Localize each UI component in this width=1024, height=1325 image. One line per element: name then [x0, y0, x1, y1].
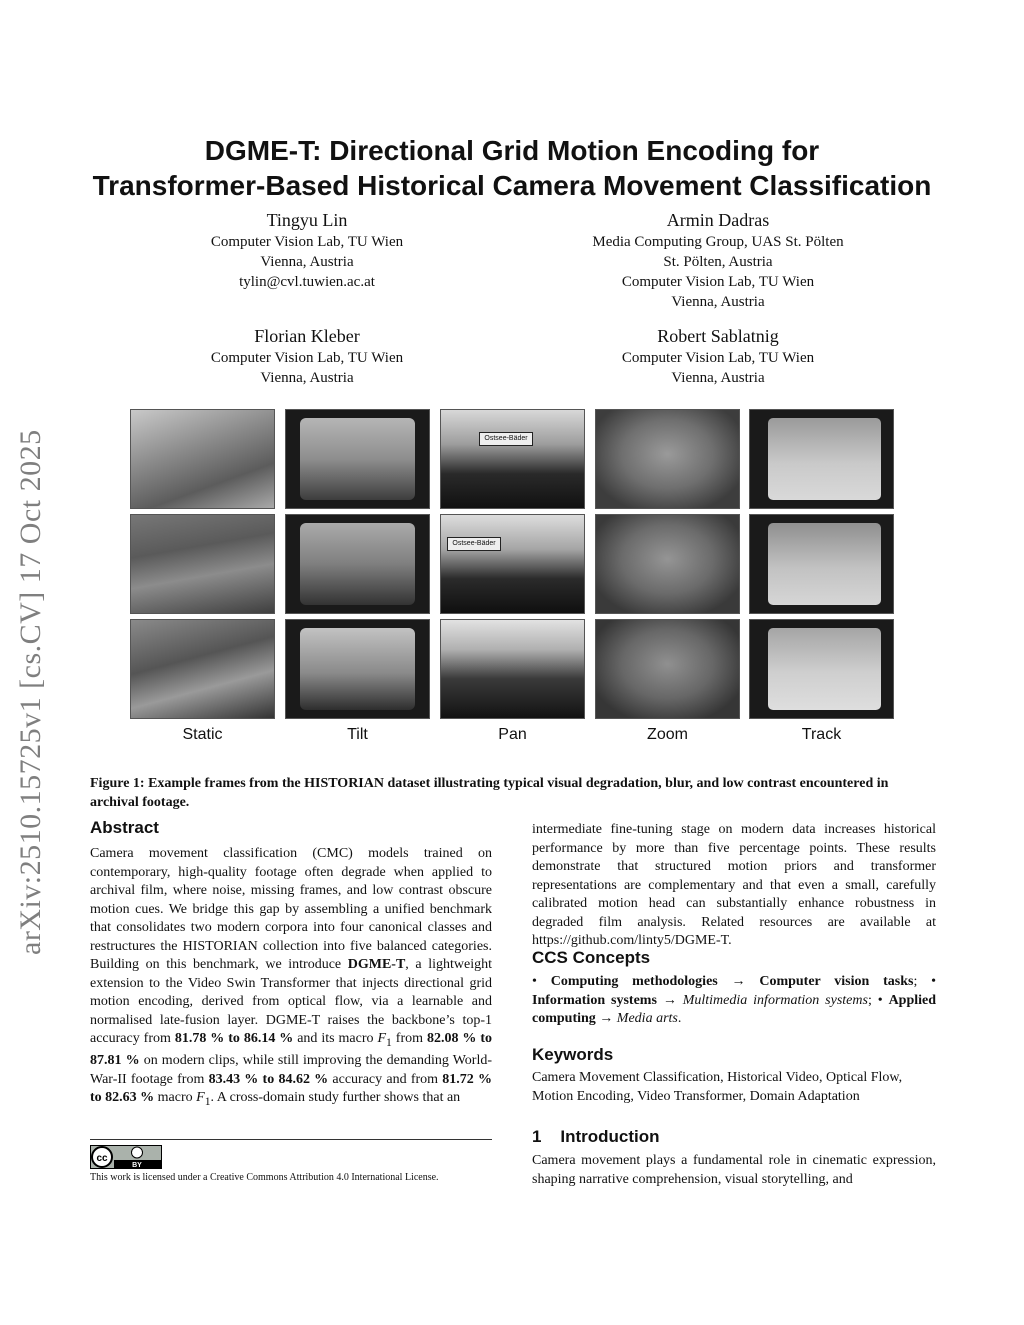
arrow: →	[731, 974, 746, 989]
author-affiliation: Computer Vision Lab, TU Wien	[621, 350, 815, 366]
keywords-heading: Keywords	[532, 1045, 614, 1064]
label-tilt: Tilt	[347, 726, 368, 743]
metric-value: 86.14 %	[243, 1031, 294, 1046]
f1-subscript: 1	[204, 1095, 211, 1109]
separator: ;	[913, 974, 918, 989]
static-column	[130, 409, 275, 721]
paper-title	[60, 133, 964, 203]
f1-symbol: F	[377, 1031, 387, 1046]
author-name: Florian Kleber	[254, 326, 360, 346]
sign-text: Ostsee-Bäder	[479, 432, 533, 446]
bullet: •	[877, 992, 883, 1008]
film-image	[768, 523, 881, 605]
ccs-term: Computing methodologies	[550, 974, 718, 989]
zoom-frame	[595, 514, 740, 614]
ccs-term: Applied computing	[532, 992, 937, 1026]
f1-subscript: 1	[386, 1035, 392, 1049]
zoom-column	[595, 409, 740, 721]
abstract-text	[90, 845, 492, 1112]
abstract-heading: Abstract	[90, 818, 159, 837]
static-frame	[130, 409, 275, 509]
metric-value: 87.81 %	[90, 1053, 140, 1069]
method-name: DGME-T	[347, 957, 406, 972]
title-line-1: DGME-T: Directional Grid Motion Encoding for	[204, 135, 820, 166]
author-block-4	[553, 324, 883, 388]
abstract-part: accuracy and from	[328, 1071, 443, 1087]
static-frame	[130, 619, 275, 719]
figure-caption: Figure 1: Example frames from the HISTORIAN dataset illustrating typical visual degradation, blur, and low contrast encountered in archival footage.	[90, 776, 889, 810]
abstract-part: , a lightweight extension to the Video Swin Transformer that injects directional grid motion encoding, derived from optical flow, via a learnable and normalised late-fusion layer. DGME-T raises the backbone’s top-1 accuracy from	[90, 957, 492, 1046]
abstract-part: from	[391, 1031, 427, 1046]
tilt-frame	[285, 619, 430, 719]
metric-value: 83.43 %	[208, 1071, 259, 1087]
author-location-2: Vienna, Austria	[671, 294, 765, 310]
bullet: •	[931, 974, 937, 989]
film-image	[300, 628, 415, 710]
label-static: Static	[182, 726, 223, 743]
tilt-column	[285, 409, 430, 721]
metric-value: 81.72 %	[442, 1071, 493, 1087]
static-frame	[130, 514, 275, 614]
section-title: Introduction	[560, 1127, 660, 1146]
author-location: Vienna, Austria	[671, 370, 765, 386]
metric-to: to	[476, 1031, 493, 1046]
separator: ;	[867, 992, 872, 1008]
film-image	[768, 418, 881, 500]
ccs-heading: CCS Concepts	[532, 948, 651, 967]
intro-heading	[532, 1127, 936, 1147]
metric-value: 82.63 %	[105, 1090, 155, 1106]
track-frame	[749, 514, 894, 614]
author-block-3	[142, 324, 472, 388]
arrow: →	[599, 1011, 614, 1026]
author-block-1	[142, 208, 472, 292]
film-image	[300, 523, 415, 605]
bullet: •	[532, 974, 537, 989]
metric-value: 82.08 %	[426, 1031, 477, 1046]
cc-by-label: BY	[132, 1162, 142, 1169]
abstract-continuation	[532, 821, 936, 951]
tilt-frame	[285, 514, 430, 614]
intro-text: Camera movement plays a fundamental role in cinematic expression, shaping narrative comprehension, visual storytelling, and	[532, 1153, 936, 1187]
abstract-part: Camera movement classification (CMC) models trained on contemporary, high-quality footage often degrade when applied to archival film, where noise, missing frames, and low contrast obscure motion cues. We bridge this gap by assembling a unified benchmark that consolidates two modern corpora into four canonical classes and restructures the HISTORIAN collection into five balanced categories. Building on this benchmark, we introduce	[90, 846, 492, 972]
zoom-frame	[595, 619, 740, 719]
author-affiliation: Computer Vision Lab, TU Wien	[210, 350, 404, 366]
label-track: Track	[801, 726, 842, 743]
author-location: St. Pölten, Austria	[663, 254, 773, 270]
metric-to: to	[258, 1071, 279, 1087]
f1-symbol: F	[196, 1090, 205, 1106]
author-name: Armin Dadras	[666, 210, 770, 230]
keywords-text: Camera Movement Classification, Historical Video, Optical Flow, Motion Encoding, Video Transformer, Domain Adaptation	[532, 1070, 903, 1104]
section-number: 1	[532, 1127, 542, 1146]
metric-to: to	[90, 1090, 106, 1106]
metric-to: to	[224, 1031, 244, 1046]
ccs-term: Information systems	[532, 992, 657, 1008]
svg-text:cc: cc	[96, 1153, 108, 1164]
ccs-term: Media arts	[616, 1011, 678, 1026]
period: .	[677, 1011, 682, 1026]
author-location: Vienna, Austria	[260, 254, 354, 270]
author-affiliation: Media Computing Group, UAS St. Pölten	[592, 234, 844, 250]
author-name: Tingyu Lin	[266, 210, 348, 230]
track-frame	[749, 619, 894, 719]
author-email[interactable]: tylin@cvl.tuwien.ac.at	[239, 274, 375, 290]
title-line-2: Transformer-Based Historical Camera Movement Classification	[92, 170, 932, 201]
abstract-part: macro	[154, 1090, 197, 1106]
label-zoom: Zoom	[647, 726, 688, 743]
metric-value: 84.62 %	[278, 1071, 329, 1087]
figure-1-grid	[130, 409, 894, 721]
footnote-rule	[90, 1139, 492, 1140]
film-image	[300, 418, 415, 500]
arxiv-stamp: arXiv:2510.15725v1 [cs.CV] 17 Oct 2025	[14, 429, 47, 955]
label-pan: Pan	[498, 726, 527, 743]
license-text[interactable]: This work is licensed under a Creative Commons Attribution 4.0 International License.	[90, 1172, 439, 1183]
author-name: Robert Sablatnig	[657, 326, 779, 346]
creative-commons-icon[interactable]	[90, 1145, 162, 1169]
author-location: Vienna, Austria	[260, 370, 354, 386]
abstract-part: on modern clips, while still improving the demanding World-War-II footage from	[90, 1053, 493, 1087]
pan-column	[440, 409, 585, 721]
zoom-frame	[595, 409, 740, 509]
ccs-term: Computer vision tasks	[759, 974, 914, 989]
author-affiliation-2: Computer Vision Lab, TU Wien	[621, 274, 815, 290]
track-frame	[749, 409, 894, 509]
abstract-continuation-text: intermediate fine-tuning stage on modern data increases historical performance by more than five percentage points. These results demonstrate that structured motion priors and transformer representations are complementary and that even a small, carefully calibrated motion head can substantially enhance robustness in degraded film analysis. Related resources are available at https://github.com/linty5/DGME-T.	[532, 822, 936, 948]
arrow: →	[662, 992, 677, 1008]
ccs-term: Multimedia information systems	[682, 992, 868, 1008]
tilt-frame	[285, 409, 430, 509]
abstract-part: and its macro	[293, 1031, 378, 1046]
ccs-concepts	[532, 973, 936, 1029]
track-column	[749, 409, 894, 721]
film-image	[768, 628, 881, 710]
sign-text: Ostsee-Bäder	[447, 537, 501, 551]
abstract-part: . A cross-domain study further shows that an	[210, 1090, 461, 1106]
pan-frame	[440, 514, 585, 614]
author-block-2	[553, 208, 883, 312]
metric-value: 81.78 %	[174, 1031, 225, 1046]
pan-frame	[440, 409, 585, 509]
author-affiliation: Computer Vision Lab, TU Wien	[210, 234, 404, 250]
pan-frame	[440, 619, 585, 719]
